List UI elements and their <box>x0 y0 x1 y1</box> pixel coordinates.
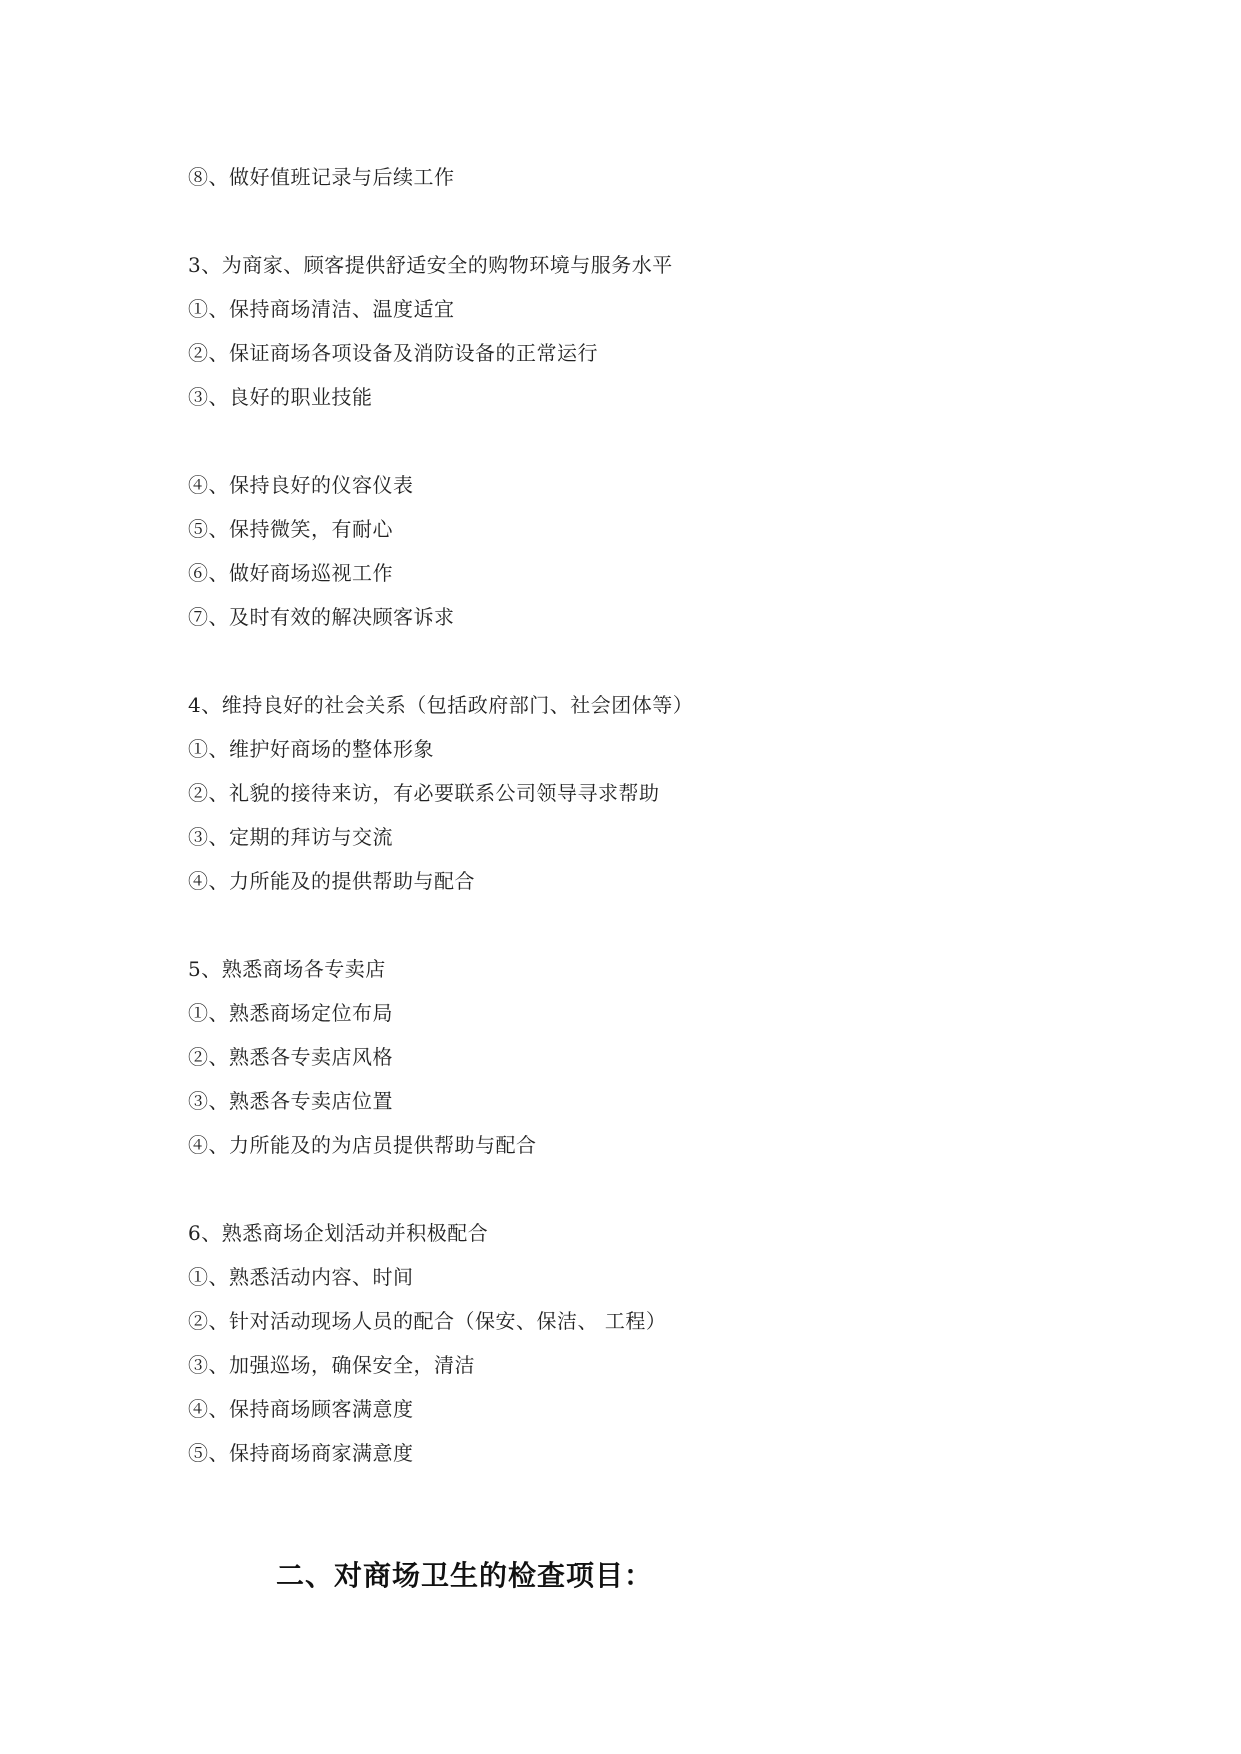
section-5-title: 5、熟悉商场各专卖店 <box>188 957 386 981</box>
text-line: ④、保持商场顾客满意度 <box>188 1397 414 1421</box>
text-line: ⑧、做好值班记录与后续工作 <box>188 165 455 189</box>
text-line: ④、保持良好的仪容仪表 <box>188 473 414 497</box>
text-line: ②、熟悉各专卖店风格 <box>188 1045 393 1069</box>
text-line: ④、力所能及的为店员提供帮助与配合 <box>188 1133 537 1157</box>
text-line: ⑦、及时有效的解决顾客诉求 <box>188 605 455 629</box>
text-line: ③、良好的职业技能 <box>188 385 373 409</box>
section-6-title: 6、熟悉商场企划活动并积极配合 <box>188 1221 489 1245</box>
section-3-title: 3、为商家、顾客提供舒适安全的购物环境与服务水平 <box>188 253 673 277</box>
text-line: ①、保持商场清洁、温度适宜 <box>188 297 455 321</box>
text-line: ③、熟悉各专卖店位置 <box>188 1089 393 1113</box>
section-4-title: 4、维持良好的社会关系（包括政府部门、社会团体等） <box>188 693 694 717</box>
text-line: ②、礼貌的接待来访，有必要联系公司领导寻求帮助 <box>188 781 660 805</box>
section-heading: 二、对商场卫生的检查项目： <box>276 1559 654 1592</box>
text-line: ⑥、做好商场巡视工作 <box>188 561 393 585</box>
text-line: ⑤、保持商场商家满意度 <box>188 1441 414 1465</box>
text-line: ①、维护好商场的整体形象 <box>188 737 434 761</box>
text-line: ①、熟悉商场定位布局 <box>188 1001 393 1025</box>
text-line: ③、定期的拜访与交流 <box>188 825 393 849</box>
text-line: ③、加强巡场，确保安全，清洁 <box>188 1353 475 1377</box>
text-line: ②、保证商场各项设备及消防设备的正常运行 <box>188 341 598 365</box>
text-line: ⑤、保持微笑，有耐心 <box>188 517 393 541</box>
text-line: ①、熟悉活动内容、时间 <box>188 1265 414 1289</box>
text-line: ②、针对活动现场人员的配合（保安、保洁、 工程） <box>188 1309 667 1333</box>
text-line: ④、力所能及的提供帮助与配合 <box>188 869 475 893</box>
